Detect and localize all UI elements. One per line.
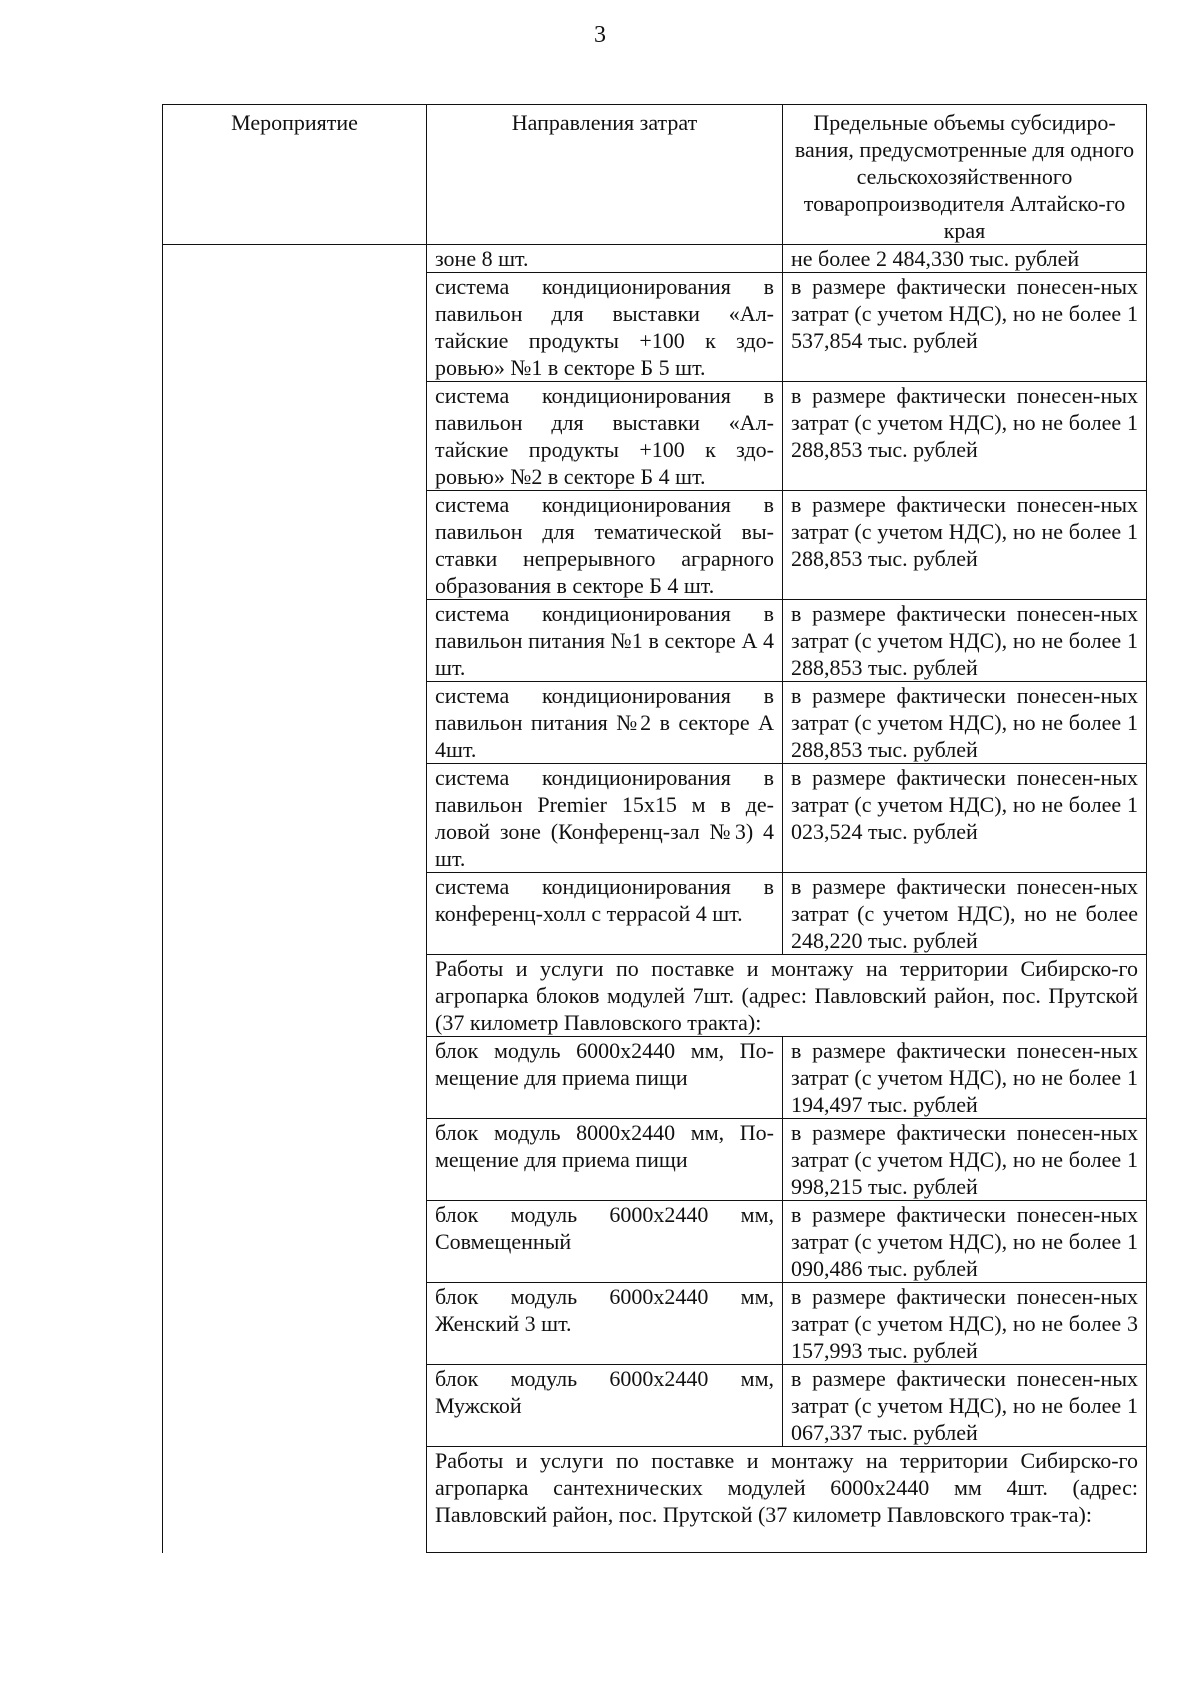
limit-cell: в размере фактически понесен-ных затрат (с учетом НДС), но не более 1 067,337 тыс. рублей: [783, 1365, 1147, 1447]
event-cell: [163, 245, 427, 1553]
direction-cell: блок модуль 6000x2440 мм, Мужской: [427, 1365, 783, 1447]
table-row: [163, 245, 1147, 273]
limit-cell: в размере фактически понесен-ных затрат (с учетом НДС), но не более 1 288,853 тыс. рублей: [783, 491, 1147, 600]
direction-cell: система кондиционирования в павильон питания №1 в секторе А 4 шт.: [427, 600, 783, 682]
header-limits: Предельные объемы субсидиро-вания, предусмотренные для одного сельскохозяйственного товаропроизводителя Алтайско-го края: [783, 105, 1147, 245]
page-number: 3: [594, 22, 606, 48]
direction-cell: блок модуль 6000x2440 мм, Женский 3 шт.: [427, 1283, 783, 1365]
limit-cell: в размере фактически понесен-ных затрат (с учетом НДС), но не более 1 288,853 тыс. рублей: [783, 600, 1147, 682]
direction-cell: система кондиционирования в павильон Premier 15x15 м в де-ловой зоне (Конференц-зал №3) 4 шт.: [427, 764, 783, 873]
limit-cell: в размере фактически понесен-ных затрат (с учетом НДС), но не более 1 288,853 тыс. рублей: [783, 382, 1147, 491]
direction-cell: система кондиционирования в павильон для выставки «Ал-тайские продукты +100 к здо-ровью» №1 в секторе Б 5 шт.: [427, 273, 783, 382]
limit-cell: в размере фактически понесен-ных затрат (с учетом НДС), но не более 1 288,853 тыс. рублей: [783, 682, 1147, 764]
subsidy-table: [162, 104, 1147, 1553]
limit-cell: в размере фактически понесен-ных затрат (с учетом НДС), но не более 248,220 тыс. рублей: [783, 873, 1147, 955]
header-event: Мероприятие: [163, 105, 427, 245]
limit-cell: в размере фактически понесен-ных затрат (с учетом НДС), но не более 1 998,215 тыс. рублей: [783, 1119, 1147, 1201]
limit-cell: в размере фактически понесен-ных затрат (с учетом НДС), но не более 1 537,854 тыс. рублей: [783, 273, 1147, 382]
direction-cell: система кондиционирования в павильон питания №2 в секторе А 4шт.: [427, 682, 783, 764]
limit-cell: в размере фактически понесен-ных затрат (с учетом НДС), но не более 1 023,524 тыс. рублей: [783, 764, 1147, 873]
group-header-blocks: Работы и услуги по поставке и монтажу на территории Сибирско-го агропарка блоков модулей 7шт. (адрес: Павловский район, пос. Прутской (37 километр Павловского тракта):: [427, 955, 1147, 1037]
direction-cell: зоне 8 шт.: [427, 245, 783, 273]
limit-cell: не более 2 484,330 тыс. рублей: [783, 245, 1147, 273]
direction-cell: блок модуль 8000x2440 мм, По-мещение для приема пищи: [427, 1119, 783, 1201]
direction-cell: система кондиционирования в павильон для выставки «Ал-тайские продукты +100 к здо-ровью» №2 в секторе Б 4 шт.: [427, 382, 783, 491]
limit-cell: в размере фактически понесен-ных затрат (с учетом НДС), но не более 1 090,486 тыс. рублей: [783, 1201, 1147, 1283]
direction-cell: блок модуль 6000x2440 мм, Совмещенный: [427, 1201, 783, 1283]
direction-cell: система кондиционирования в конференц-холл с террасой 4 шт.: [427, 873, 783, 955]
direction-cell: система кондиционирования в павильон для тематической вы-ставки непрерывного аграрного образования в секторе Б 4 шт.: [427, 491, 783, 600]
header-row: [163, 105, 1147, 245]
header-directions: Направления затрат: [427, 105, 783, 245]
group-header-sanitary: Работы и услуги по поставке и монтажу на территории Сибирско-го агропарка сантехнических модулей 6000x2440 мм 4шт. (адрес: Павловский район, пос. Прутской (37 километр Павловского трак-та):: [427, 1447, 1147, 1553]
limit-cell: в размере фактически понесен-ных затрат (с учетом НДС), но не более 3 157,993 тыс. рублей: [783, 1283, 1147, 1365]
direction-cell: блок модуль 6000x2440 мм, По-мещение для приема пищи: [427, 1037, 783, 1119]
limit-cell: в размере фактически понесен-ных затрат (с учетом НДС), но не более 1 194,497 тыс. рублей: [783, 1037, 1147, 1119]
